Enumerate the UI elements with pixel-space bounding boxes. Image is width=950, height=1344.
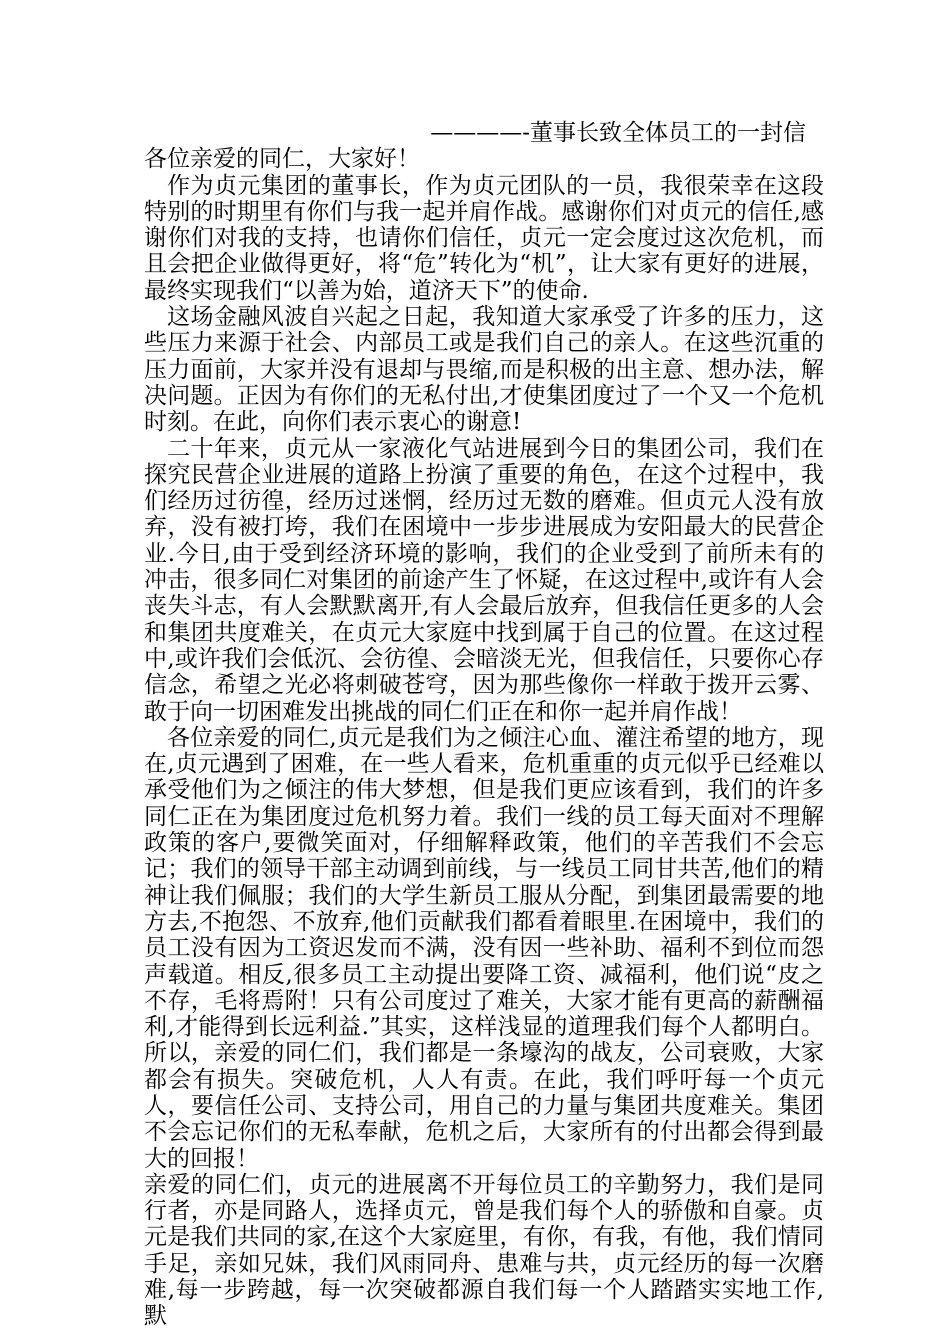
paragraph-4: 各位亲爱的同仁,贞元是我们为之倾注心血、灌注希望的地方，现在,贞元遇到了困难，在一些人看来，危机重重的贞元似乎已经难以承受他们为之倾注的伟大梦想，但是我们更应该看到，我们的许多同仁正在为集团度过危机努力着。我们一线的员工每天面对不理解政策的客户,要微笑面对，仔细解释政策，他们的辛苦我们不会忘记；我们的领导干部主动调到前线，与一线员工同甘共苦,他们的精神让我们佩服；我们的大学生新员工服从分配，到集团最需要的地方去,不抱怨、不放弃,他们贡献我们都看着眼里.在困境中，我们的员工没有因为工资迟发而不满，没有因一些补助、福利不到位而怨声载道。相反,很多员工主动提出要降工资、减福利，他们说“皮之不存，毛将焉附！只有公司度过了难关，大家才能有更高的薪酬福利,才能得到长远利益.”其实，这样浅显的道理我们每个人都明白。所以，亲爱的同仁们，我们都是一条壕沟的战友，公司衰败，大家都会有损失。突破危机，人人有责。在此，我们呼吁每一个贞元人，要信任公司、支持公司，用自己的力量与集团共度难关。集团不会忘记你们的无私奉献，危机之后，大家所有的付出都会得到最大的回报！	[144, 724, 824, 1172]
letter-body	[144, 120, 824, 1330]
paragraph-1: 作为贞元集团的董事长，作为贞元团队的一员，我很荣幸在这段特别的时期里有你们与我一起并肩作战。感谢你们对贞元的信任,感谢你们对我的支持，也请你们信任，贞元一定会度过这次危机，而且会把企业做得更好，将“危”转化为“机”，让大家有更好的进展，最终实现我们“以善为始，道济天下”的使命.	[144, 172, 824, 304]
letter-greeting: 各位亲爱的同仁，大家好！	[144, 146, 420, 173]
letter-subtitle: ————-董事长致全体员工的一封信	[430, 120, 806, 146]
paragraph-2: 这场金融风波自兴起之日起，我知道大家承受了许多的压力，这些压力来源于社会、内部员工或是我们自己的亲人。在这些沉重的压力面前，大家并没有退却与畏缩,而是积极的出主意、想办法，解决问题。正因为有你们的无私付出,才使集团度过了一个又一个危机时刻。在此，向你们表示衷心的谢意!	[144, 304, 824, 436]
paragraph-3: 二十年来，贞元从一家液化气站进展到今日的集团公司，我们在探究民营企业进展的道路上扮演了重要的角色，在这个过程中，我们经历过彷徨，经历过迷惘，经历过无数的磨难。但贞元人没有放弃，没有被打垮，我们在困境中一步步进展成为安阳最大的民营企业.今日,由于受到经济环境的影响，我们的企业受到了前所未有的冲击，很多同仁对集团的前途产生了怀疑，在这过程中,或许有人会丧失斗志，有人会默默离开,有人会最后放弃，但我信任更多的人会和集团共度难关，在贞元大家庭中找到属于自己的位置。在这过程中,或许我们会低沉、会彷徨、会暗淡无光，但我信任，只要你心存信念，希望之光必将刺破苍穹，因为那些像你一样敢于拨开云雾、敢于向一切困难发出挑战的同仁们正在和你一起并肩作战！	[144, 435, 824, 725]
closing-paragraph: 亲爱的同仁们，贞元的进展离不开每位员工的辛勤努力，我们是同行者，亦是同路人，选择贞元，曾是我们每个人的骄傲和自豪。贞元是我们共同的家,在这个大家庭里，有你，有我，有他，我们情同手足，亲如兄妹，我们风雨同舟、患难与共，贞元经历的每一次磨难,每一步跨越，每一次突破都源自我们每一个人踏踏实实地工作,默	[144, 1171, 824, 1330]
